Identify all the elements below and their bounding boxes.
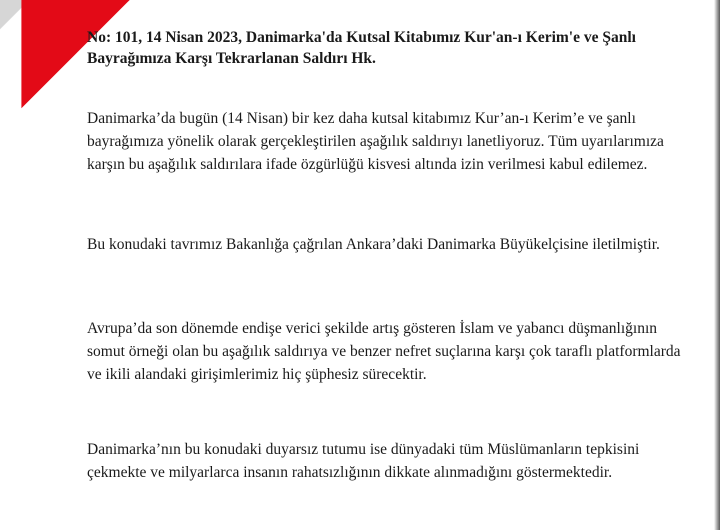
- paragraph-ambassador: Bu konudaki tavrımız Bakanlığa çağrılan Ankara’daki Danimarka Büyükelçisine iletilmiştir.: [87, 236, 660, 253]
- document-title: No: 101, 14 Nisan 2023, Danimarka'da Kutsal Kitabımız Kur'an-ı Kerim'e ve Şanlı Bayrağımıza Karşı Tekrarlanan Saldırı Hk.: [87, 29, 636, 67]
- paragraph-condemnation: Danimarka’da bugün (14 Nisan) bir kez daha kutsal kitabımız Kur’an-ı Kerim’e ve şanlı bayrağımıza yönelik olarak gerçekleştirilen aşağılık saldırıyı lanetliyoruz. Tüm uyarılarımıza karşın bu aşağılık saldırılara ifade özgürlüğü kisvesi altında izin verilmesi kabul edilemez.: [87, 110, 664, 173]
- page-edge-shadow: [714, 0, 720, 530]
- paragraph-initiatives: Avrupa’da son dönemde endişe verici şekilde artış gösteren İslam ve yabancı düşmanlığının somut örneği olan bu aşağılık saldırıya ve benzer nefret suçlarına karşı çok taraflı platformlarda ve ikili alandaki girişimlerimiz hiç şüphesiz sürecektir.: [87, 320, 681, 383]
- paragraph-reaction: Danimarka’nın bu konudaki duyarsız tutumu ise dünyadaki tüm Müslümanların tepkisini çekmekte ve milyarlarca insanın rahatsızlığının dikkate alınmadığını göstermektedir.: [87, 441, 640, 481]
